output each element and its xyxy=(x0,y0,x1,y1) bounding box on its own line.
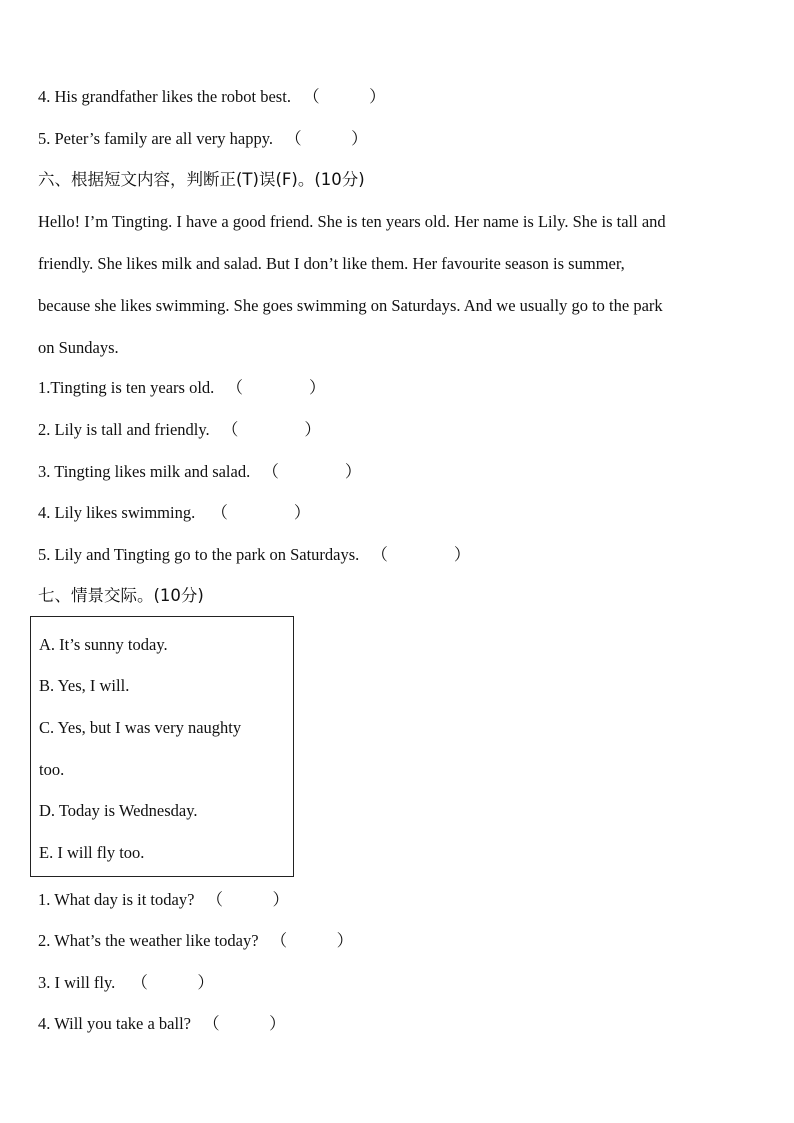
passage-line-1: Hello! I’m Tingting. I have a good friend. She is ten years old. Her name is Lily. She is tall and xyxy=(38,212,666,231)
section-7-heading: 七、情景交际。(10分) xyxy=(38,586,204,605)
question-text: 1. What day is it today? xyxy=(38,890,195,909)
answer-blank[interactable]: （ ） xyxy=(303,87,386,106)
answer-blank[interactable]: （ ） xyxy=(203,1014,286,1033)
answer-blank[interactable]: （ ） xyxy=(221,420,321,439)
question-text: 4. His grandfather likes the robot best. xyxy=(38,87,291,106)
option-c-continued: too. xyxy=(39,760,65,779)
answer-blank[interactable]: （ ） xyxy=(285,129,368,148)
option-b: B. Yes, I will. xyxy=(39,676,130,695)
question-4 xyxy=(38,87,386,107)
question-5 xyxy=(38,129,368,149)
question-text: 5. Peter’s family are all very happy. xyxy=(38,129,274,148)
question-text: 5. Lily and Tingting go to the park on Saturdays. xyxy=(38,545,360,564)
s6-question-2 xyxy=(38,420,321,440)
s7-question-4 xyxy=(38,1014,286,1034)
answer-blank[interactable]: （ ） xyxy=(262,462,362,481)
option-a: A. It’s sunny today. xyxy=(39,635,168,654)
option-c: C. Yes, but I was very naughty xyxy=(39,718,242,737)
option-e: E. I will fly too. xyxy=(39,843,145,862)
answer-blank[interactable]: （ ） xyxy=(131,973,214,992)
answer-blank[interactable]: （ ） xyxy=(270,931,354,950)
passage-line-4: on Sundays. xyxy=(38,338,119,357)
passage-line-3: because she likes swimming. She goes swimming on Saturdays. And we usually go to the park xyxy=(38,296,663,315)
s7-question-3 xyxy=(38,973,214,993)
s6-question-4 xyxy=(38,503,310,523)
s7-question-2 xyxy=(38,931,353,951)
s6-question-1 xyxy=(38,378,325,398)
s7-question-1 xyxy=(38,890,289,910)
answer-blank[interactable]: （ ） xyxy=(206,890,290,909)
question-text: 2. Lily is tall and friendly. xyxy=(38,420,210,439)
option-d: D. Today is Wednesday. xyxy=(39,801,198,820)
answer-blank[interactable]: （ ） xyxy=(211,503,311,522)
question-text: 4. Will you take a ball? xyxy=(38,1014,191,1033)
s6-question-3 xyxy=(38,462,361,482)
question-text: 2. What’s the weather like today? xyxy=(38,931,259,950)
section-6-heading: 六、根据短文内容，判断正(T)误(F)。(10分) xyxy=(38,170,365,189)
question-text: 3. Tingting likes milk and salad. xyxy=(38,462,251,481)
answer-blank[interactable]: （ ） xyxy=(226,378,326,397)
question-text: 1.Tingting is ten years old. xyxy=(38,378,215,397)
question-text: 3. I will fly. xyxy=(38,973,116,992)
options-box xyxy=(30,616,294,877)
question-text: 4. Lily likes swimming. xyxy=(38,503,196,522)
s6-question-5 xyxy=(38,545,470,565)
passage-line-2: friendly. She likes milk and salad. But I don’t like them. Her favourite season is summer, xyxy=(38,254,625,273)
answer-blank[interactable]: （ ） xyxy=(371,545,471,564)
